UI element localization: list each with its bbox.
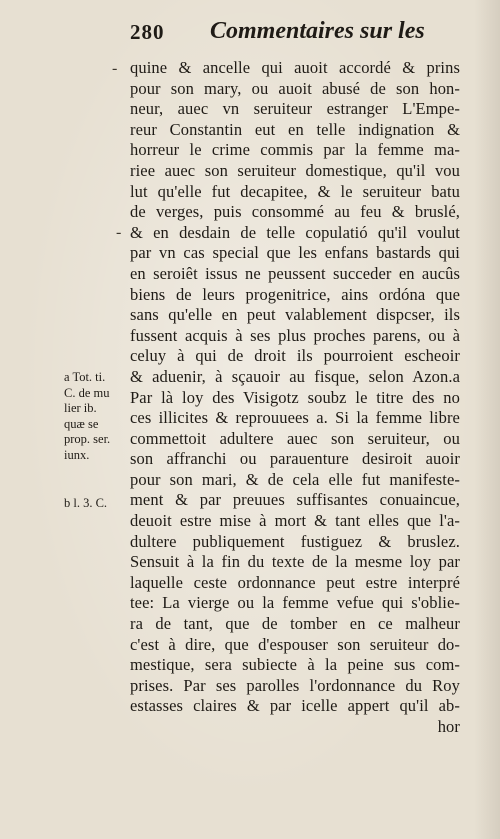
margin-mark: -: [112, 60, 118, 77]
text-line: prises. Par ses parolles l'ordonnance du Roy: [130, 675, 460, 695]
text-line: ces illicites & reprouuees a. Si la femme libre: [130, 408, 460, 428]
text-line: par vn cas special que les enfans bastards qui: [130, 243, 460, 263]
marginal-note-b: [64, 496, 132, 512]
marginal-note-line: C. de mu: [64, 385, 110, 400]
marginal-note-line: b l. 3. C.: [64, 496, 108, 510]
marginal-note-line: quæ se: [64, 416, 99, 431]
body-text: [130, 58, 460, 738]
text-line: de verges, puis consommé au feu & bruslé,: [130, 202, 460, 222]
text-line: biens de leurs progenitrice, ains ordóna que: [130, 284, 460, 304]
running-title: Commentaires sur les: [210, 18, 425, 44]
text-line: tee: La vierge ou la femme vefue qui s'oblie-: [130, 593, 460, 613]
text-line: pour son mary, ou auoit abusé de son hon-: [130, 78, 460, 98]
text-line: mestique, sera subiecte à la peine sus com-: [130, 655, 460, 675]
text-line: fussent acquis à ses plus proches parens, ou à: [130, 325, 460, 345]
text-line: dultere publiquement fustiguez & bruslez.: [130, 531, 460, 551]
text-line: Par là loy des Visigotz soubz le titre des no: [130, 387, 460, 407]
text-line: laquelle ceste ordonnance peut estre interpré: [130, 572, 460, 592]
text-line: reur Constantin eut en telle indignation &: [130, 119, 460, 139]
text-line: estasses claires & par icelle appert qu'il ab-: [130, 696, 460, 716]
text-line: c'est à dire, que d'espouser son seruiteur do-: [130, 634, 460, 654]
marginal-note-line: lier ib.: [64, 401, 97, 416]
spine-shadow: [474, 0, 500, 839]
text-line: horreur le crime commis par la femme ma-: [130, 140, 460, 160]
text-line: son affranchi ou parauenture desiroit auoir: [130, 449, 460, 469]
marginal-note-a: [64, 370, 132, 464]
text-line: pour son mari, & de cela elle fut manifeste-: [130, 469, 460, 489]
text-line: hor: [437, 717, 460, 736]
text-line: commettoit adultere auec son seruiteur, ou: [130, 428, 460, 448]
text-line: celuy à qui de droit ils pourroient escheoir: [130, 346, 460, 366]
margin-mark: -: [116, 224, 122, 241]
text-line: deuoit estre mise à mort & tant elles que l'a-: [130, 511, 460, 531]
text-line: sans qu'elle en peut valablement dispcser, ils: [130, 305, 460, 325]
marginal-note-line: iunx.: [64, 447, 90, 462]
text-line: lut qu'elle fut decapitee, & le seruiteur batu: [130, 181, 460, 201]
text-line: Sensuit à la fin du texte de la mesme loy par: [130, 552, 460, 572]
marginal-note-line: prop. ser.: [64, 432, 111, 447]
text-line: ment & par preuues suffisantes conuaincue,: [130, 490, 460, 510]
text-line: & aduenir, à sçauoir au fisque, selon Azon.a: [130, 366, 460, 386]
text-line: ra de tant, que de tomber en ce malheur: [130, 614, 460, 634]
text-line: & en desdain de telle copulatió qu'il voulut: [130, 222, 460, 242]
page-number: 280: [130, 20, 165, 44]
marginal-note-line: a Tot. ti.: [64, 370, 106, 384]
text-line: neur, auec vn seruiteur estranger L'Empe-: [130, 99, 460, 119]
page-header: [120, 18, 425, 48]
text-line: quine & ancelle qui auoit accordé & prins: [130, 58, 460, 77]
text-line: en seroiêt issus ne peussent succeder en aucûs: [130, 263, 460, 283]
text-line: riee auec son seruiteur domestique, qu'il vou: [130, 160, 460, 180]
